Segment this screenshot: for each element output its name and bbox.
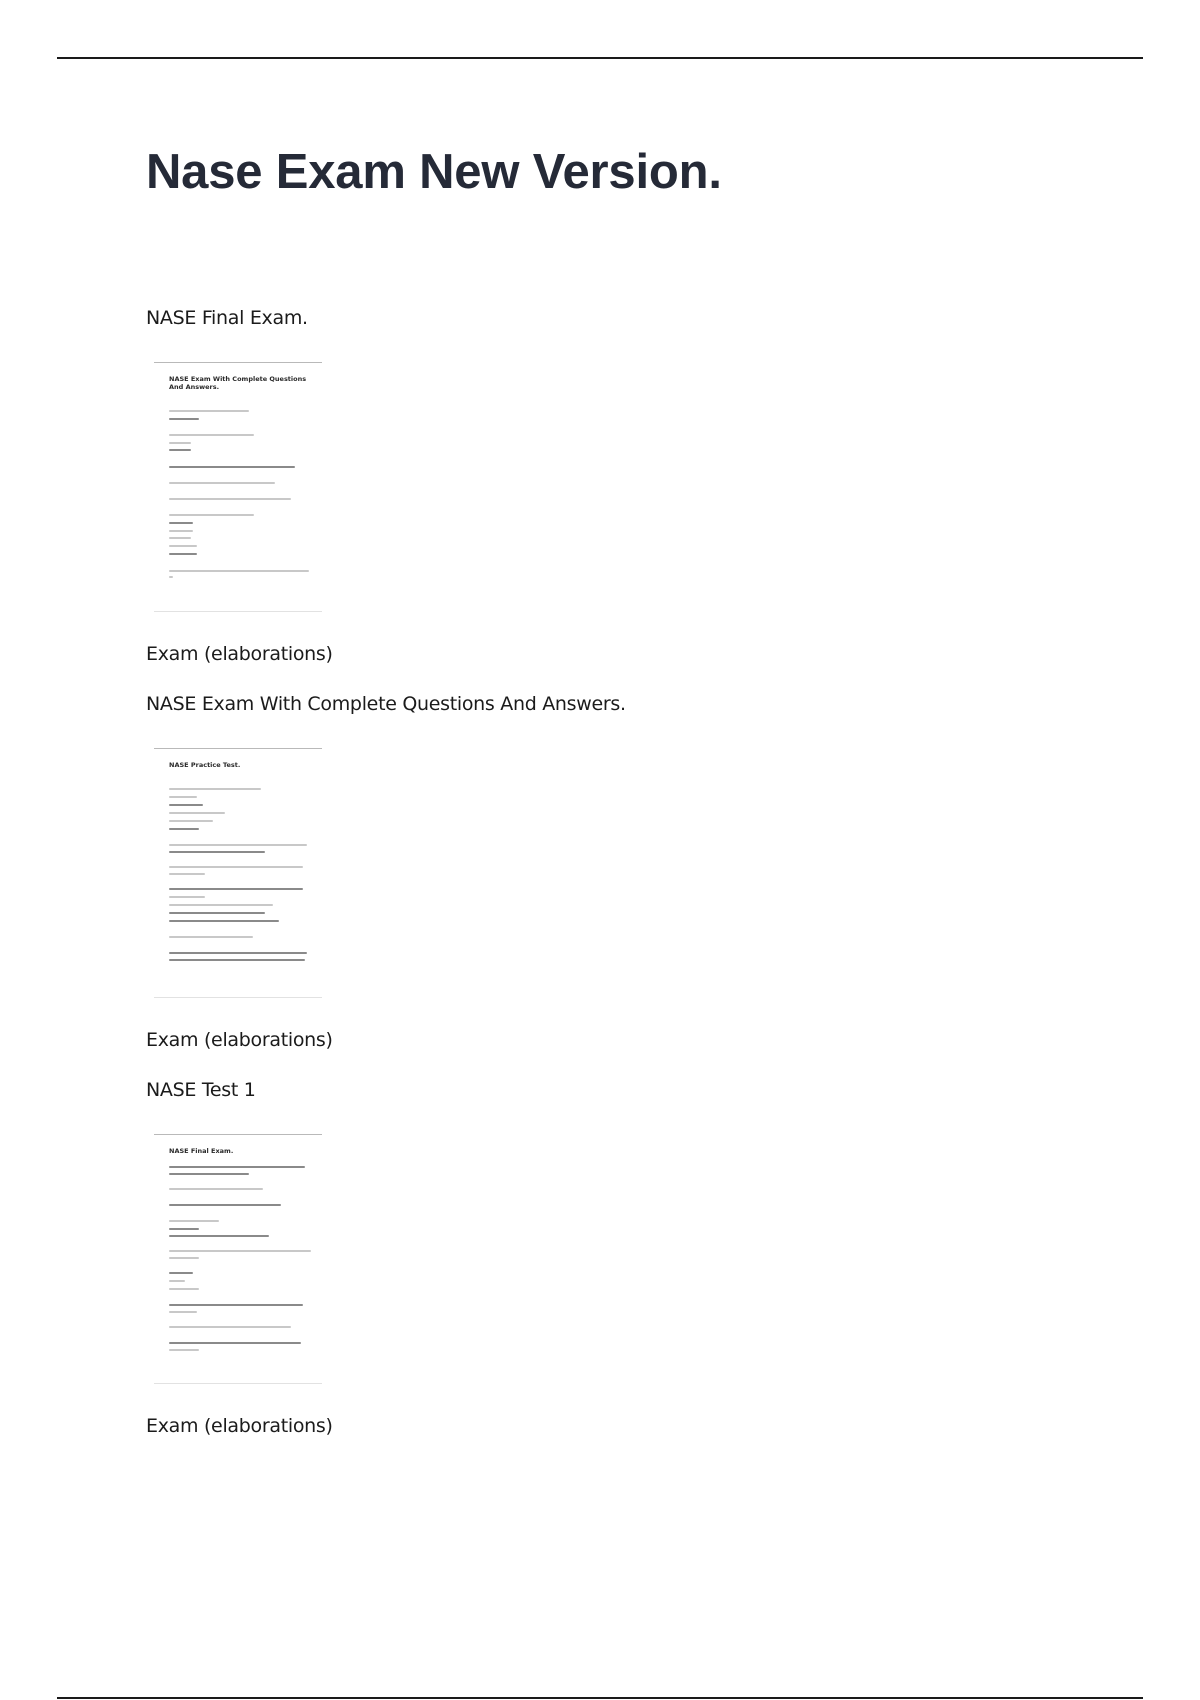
thumbnail-text-line [169,804,203,806]
thumbnail-text-line [169,1204,281,1206]
thumbnail-text-line [169,920,279,922]
thumbnail-text-line [169,1342,301,1344]
thumbnail-text-line [169,498,291,500]
thumbnail-text-line [169,1173,249,1175]
thumbnail-text-line [169,788,261,790]
thumbnail-text-line [169,866,303,868]
thumbnail-text-line [169,466,295,468]
thumbnail-text-line [169,410,249,412]
thumbnail-text-line [169,1272,193,1274]
document-title-link[interactable]: NASE Final Exam. [146,307,308,329]
thumbnail-text-line [169,912,265,914]
thumbnail-text-line [169,553,197,555]
thumbnail-text-line [169,1235,269,1237]
thumbnail-text-line [169,1188,263,1190]
thumbnail-text-line [169,888,303,890]
thumbnail-text-line [169,936,253,938]
thumbnail-top-edge [154,362,322,363]
thumbnail-text-line [169,1304,303,1306]
thumbnail-text-line [169,851,265,853]
thumbnail-text-line [169,820,213,822]
thumbnail-text-line [169,844,307,846]
thumbnail-text-line [169,545,197,547]
page-title: Nase Exam New Version. [146,145,722,199]
thumbnail-text-line [169,1250,311,1252]
document-thumbnail[interactable] [154,362,322,612]
thumbnail-text-line [169,1349,199,1351]
thumbnail-bottom-edge [154,997,322,998]
thumbnail-text-line [169,1228,199,1230]
thumbnail-top-edge [154,748,322,749]
thumbnail-heading: NASE Exam With Complete Questions And Answers. [169,375,307,391]
document-type-label: Exam (elaborations) [146,643,333,665]
bottom-divider [57,1697,1143,1699]
thumbnail-text-line [169,873,205,875]
thumbnail-top-edge [154,1134,322,1135]
thumbnail-heading: NASE Practice Test. [169,761,241,769]
document-thumbnail[interactable] [154,748,322,998]
thumbnail-text-line [169,896,205,898]
thumbnail-text-line [169,576,173,578]
thumbnail-text-line [169,442,191,444]
document-type-label: Exam (elaborations) [146,1029,333,1051]
thumbnail-text-line [169,418,199,420]
thumbnail-bottom-edge [154,1383,322,1384]
thumbnail-text-line [169,828,199,830]
thumbnail-text-line [169,1280,185,1282]
thumbnail-text-line [169,570,309,572]
thumbnail-text-line [169,434,254,436]
thumbnail-text-line [169,812,225,814]
document-thumbnail[interactable] [154,1134,322,1384]
thumbnail-text-line [169,1288,199,1290]
top-divider [57,57,1143,59]
thumbnail-text-line [169,449,191,451]
thumbnail-text-line [169,530,193,532]
thumbnail-text-line [169,537,191,539]
thumbnail-text-line [169,1257,199,1259]
thumbnail-text-line [169,482,275,484]
thumbnail-text-line [169,1220,219,1222]
document-title-link[interactable]: NASE Test 1 [146,1079,256,1101]
thumbnail-text-line [169,522,193,524]
thumbnail-text-line [169,1166,305,1168]
thumbnail-text-line [169,959,305,961]
thumbnail-text-line [169,1326,291,1328]
thumbnail-text-line [169,952,307,954]
thumbnail-text-line [169,904,273,906]
document-title-link[interactable]: NASE Exam With Complete Questions And Answers. [146,693,626,715]
thumbnail-heading: NASE Final Exam. [169,1147,234,1155]
thumbnail-text-line [169,514,254,516]
thumbnail-text-line [169,1311,197,1313]
thumbnail-text-line [169,796,197,798]
thumbnail-bottom-edge [154,611,322,612]
document-type-label: Exam (elaborations) [146,1415,333,1437]
